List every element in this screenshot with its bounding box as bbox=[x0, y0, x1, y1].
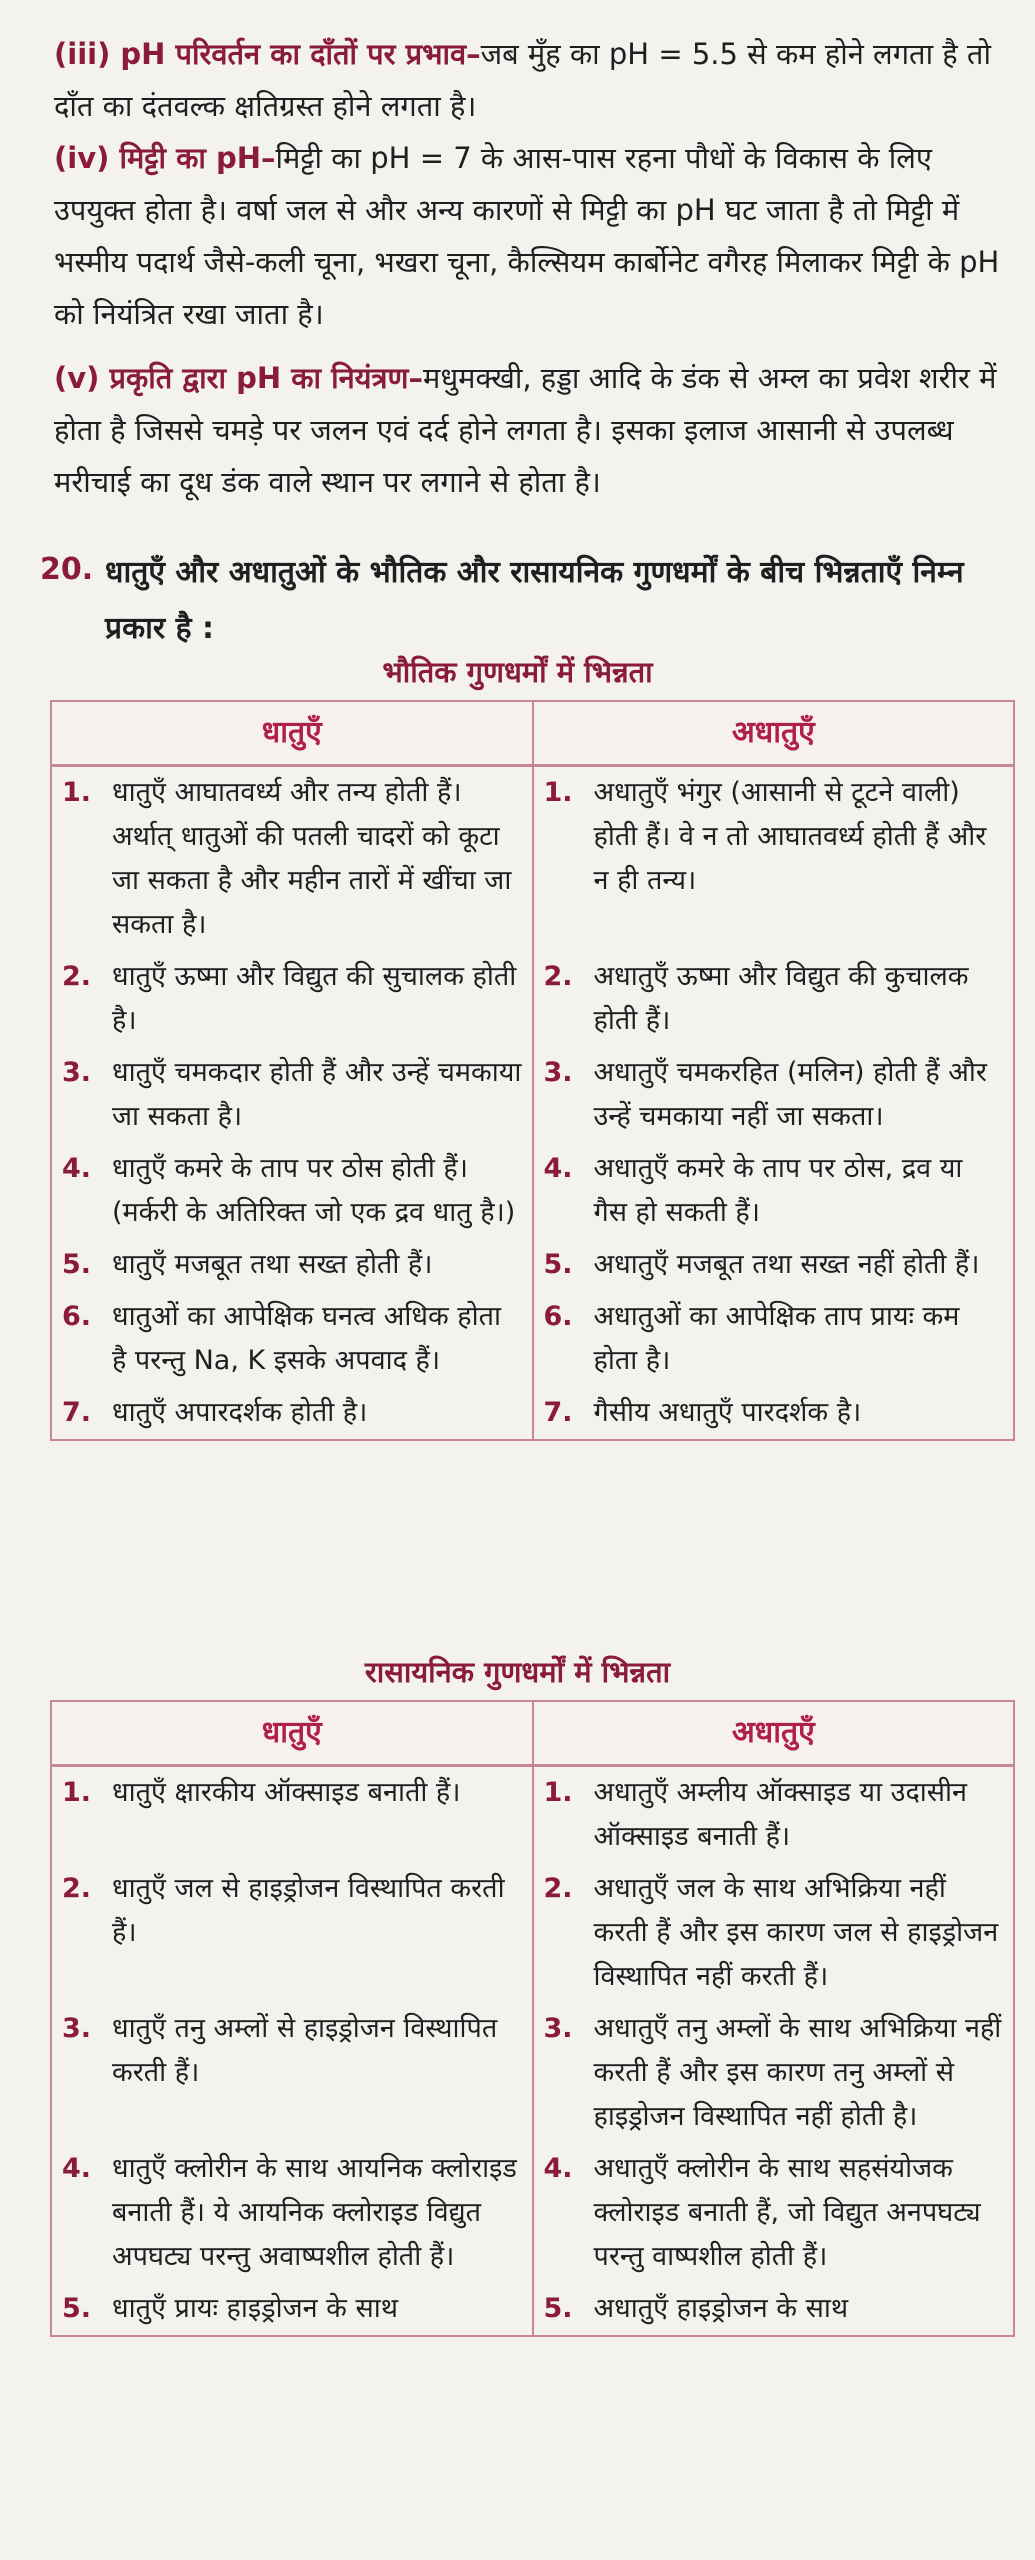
nonmetal-property-cell bbox=[533, 1387, 1015, 1440]
metal-property-item bbox=[62, 955, 522, 1043]
item-number: 2. bbox=[62, 1873, 92, 1904]
item-text: धातुएँ आघातवर्ध्य और तन्य होती हैं। अर्थात् धातुओं की पतली चादरों को कूटा जा सकता है और महीन तारों में खींचा जा सकता है। bbox=[112, 777, 512, 940]
item-text: अधातुएँ मजबूत तथा सख्त नहीं होती हैं। bbox=[593, 1249, 980, 1280]
item-text: अधातुएँ भंगुर (आसानी से टूटने वाली) होती हैं। वे न तो आघातवर्ध्य होती हैं और न ही तन्य। bbox=[593, 777, 987, 896]
table-row bbox=[51, 766, 1014, 952]
table-row bbox=[51, 1239, 1014, 1291]
item-text: धातुओं का आपेक्षिक घनत्व अधिक होता है परन्तु Na, K इसके अपवाद हैं। bbox=[112, 1301, 502, 1376]
nonmetal-property-item bbox=[544, 955, 1004, 1043]
paragraph-soil-ph bbox=[54, 132, 1014, 340]
table-row bbox=[51, 1387, 1014, 1440]
item-number: 1. bbox=[543, 1777, 573, 1808]
metal-property-item bbox=[62, 1771, 522, 1815]
item-number: 5. bbox=[62, 1249, 92, 1280]
nonmetal-property-item bbox=[544, 1771, 1004, 1859]
metal-property-cell bbox=[51, 1143, 533, 1239]
metal-property-cell bbox=[51, 1291, 533, 1387]
item-text: अधातुएँ जल के साथ अभिक्रिया नहीं करती हैं और इस कारण जल से हाइड्रोजन विस्थापित नहीं करती हैं। bbox=[593, 1873, 999, 1992]
nonmetal-property-item bbox=[544, 1243, 1004, 1287]
nonmetal-property-cell bbox=[533, 1766, 1015, 1864]
item-text: धातुएँ क्लोरीन के साथ आयनिक क्लोराइड बनाती हैं। ये आयनिक क्लोराइड विद्युत अपघट्य परन्तु अवाष्पशील होती हैं। bbox=[112, 2153, 517, 2272]
item-text: धातुएँ मजबूत तथा सख्त होती हैं। bbox=[112, 1249, 433, 1280]
chemical-properties-table bbox=[50, 1700, 1015, 2337]
metal-property-cell bbox=[51, 2003, 533, 2143]
metal-property-item bbox=[62, 1243, 522, 1287]
metal-property-cell bbox=[51, 1239, 533, 1291]
nonmetal-property-cell bbox=[533, 1239, 1015, 1291]
column-header-metals: धातुएँ bbox=[51, 701, 533, 766]
item-number: 3. bbox=[543, 1057, 573, 1088]
nonmetal-property-cell bbox=[533, 1291, 1015, 1387]
table-row bbox=[51, 2143, 1014, 2283]
metal-property-item bbox=[62, 1051, 522, 1139]
physical-properties-table bbox=[50, 700, 1015, 1441]
metal-property-cell bbox=[51, 2143, 533, 2283]
nonmetal-property-cell bbox=[533, 1047, 1015, 1143]
metal-property-cell bbox=[51, 1766, 533, 1864]
paragraph-ph-teeth bbox=[54, 28, 1014, 132]
nonmetal-property-item bbox=[544, 1147, 1004, 1235]
table-row bbox=[51, 1766, 1014, 1864]
nonmetal-property-cell bbox=[533, 766, 1015, 952]
nonmetal-property-item bbox=[544, 2007, 1004, 2139]
question-text: धातुएँ और अधातुओं के भौतिक और रासायनिक गुणधर्मों के बीच भिन्नताएँ निम्न प्रकार है : bbox=[105, 555, 964, 646]
item-text: अधातुएँ क्लोरीन के साथ सहसंयोजक क्लोराइड बनाती हैं, जो विद्युत अनपघट्य परन्तु वाष्पशील होती हैं। bbox=[593, 2153, 981, 2272]
metal-property-cell bbox=[51, 766, 533, 952]
item-number: 3. bbox=[62, 2013, 92, 2044]
item-number: 5. bbox=[62, 2293, 92, 2324]
item-text: गैसीय अधातुएँ पारदर्शक है। bbox=[593, 1397, 862, 1428]
item-text: अधातुएँ कमरे के ताप पर ठोस, द्रव या गैस हो सकती हैं। bbox=[593, 1153, 963, 1228]
item-number: 4. bbox=[62, 2153, 92, 2184]
item-text: अधातुएँ ऊष्मा और विद्युत की कुचालक होती हैं। bbox=[593, 961, 969, 1036]
item-text: धातुएँ तनु अम्लों से हाइड्रोजन विस्थापित करती हैं। bbox=[112, 2013, 498, 2088]
item-text: अधातुएँ हाइड्रोजन के साथ bbox=[593, 2293, 849, 2324]
item-number: 7. bbox=[543, 1397, 573, 1428]
paragraph-nature-ph bbox=[54, 352, 1014, 508]
nonmetal-property-item bbox=[544, 1295, 1004, 1383]
paragraph-heading: (iii) pH परिवर्तन का दाँतों पर प्रभाव– bbox=[54, 37, 481, 71]
table-row bbox=[51, 951, 1014, 1047]
paragraph-heading: (iv) मिट्टी का pH– bbox=[54, 141, 276, 175]
item-text: धातुएँ जल से हाइड्रोजन विस्थापित करती हैं। bbox=[112, 1873, 505, 1948]
item-number: 3. bbox=[62, 1057, 92, 1088]
nonmetal-property-item bbox=[544, 771, 1004, 903]
item-text: धातुएँ अपारदर्शक होती है। bbox=[112, 1397, 368, 1428]
metal-property-item bbox=[62, 1391, 522, 1435]
question-number: 20. bbox=[40, 552, 94, 587]
item-number: 3. bbox=[543, 2013, 573, 2044]
table-row bbox=[51, 1291, 1014, 1387]
nonmetal-property-cell bbox=[533, 1863, 1015, 2003]
nonmetal-property-cell bbox=[533, 2283, 1015, 2336]
metal-property-cell bbox=[51, 1047, 533, 1143]
paragraph-text: मधुमक्खी, हड्डा आदि के डंक से अम्ल का प्रवेश शरीर में होता है जिससे चमड़े पर जलन एवं दर्द होने लगता है। इसका इलाज आसानी से उपलब्ध मरीचाई का दूध डंक वाले स्थान पर लगाने से होता है। bbox=[54, 361, 997, 499]
item-text: धातुएँ क्षारकीय ऑक्साइड बनाती हैं। bbox=[112, 1777, 461, 1808]
item-text: धातुएँ ऊष्मा और विद्युत की सुचालक होती है। bbox=[112, 961, 517, 1036]
item-number: 5. bbox=[543, 1249, 573, 1280]
metal-property-item bbox=[62, 1867, 522, 1955]
item-number: 1. bbox=[543, 777, 573, 808]
nonmetal-property-item bbox=[544, 1051, 1004, 1139]
table-row bbox=[51, 1863, 1014, 2003]
nonmetal-property-item bbox=[544, 1867, 1004, 1999]
table-row bbox=[51, 2003, 1014, 2143]
nonmetal-property-cell bbox=[533, 1143, 1015, 1239]
column-header-metals: धातुएँ bbox=[51, 1701, 533, 1766]
item-text: अधातुएँ चमकरहित (मलिन) होती हैं और उन्हें चमकाया नहीं जा सकता। bbox=[593, 1057, 987, 1132]
paragraph-text: मिट्टी का pH = 7 के आस-पास रहना पौधों के विकास के लिए उपयुक्त होता है। वर्षा जल से और अन्य कारणों से मिट्टी का pH घट जाता है तो मिट्टी में भस्मीय पदार्थ जैसे-कली चूना, भखरा चूना, कैल्सियम कार्बोनेट वगैरह मिलाकर मिट्टी के pH को नियंत्रित रखा जाता है। bbox=[54, 141, 1000, 331]
physical-section-title: भौतिक गुणधर्मों में भिन्नता bbox=[382, 655, 653, 689]
table-row bbox=[51, 1143, 1014, 1239]
item-number: 5. bbox=[543, 2293, 573, 2324]
metal-property-item bbox=[62, 771, 522, 947]
item-number: 1. bbox=[62, 1777, 92, 1808]
metal-property-cell bbox=[51, 1863, 533, 2003]
paragraph-text: जब मुँह का pH = 5.5 से कम होने लगता है तो दाँत का दंतवल्क क्षतिग्रस्त होने लगता है। bbox=[54, 37, 991, 123]
nonmetal-property-cell bbox=[533, 951, 1015, 1047]
item-number: 4. bbox=[543, 2153, 573, 2184]
item-text: अधातुओं का आपेक्षिक ताप प्रायः कम होता है। bbox=[593, 1301, 960, 1376]
metal-property-item bbox=[62, 1147, 522, 1235]
nonmetal-property-cell bbox=[533, 2003, 1015, 2143]
column-header-nonmetals: अधातुएँ bbox=[533, 1701, 1015, 1766]
chemical-section-title: रासायनिक गुणधर्मों में भिन्नता bbox=[364, 1655, 671, 1689]
metal-property-item bbox=[62, 2007, 522, 2095]
metal-property-cell bbox=[51, 1387, 533, 1440]
nonmetal-property-cell bbox=[533, 2143, 1015, 2283]
item-number: 2. bbox=[62, 961, 92, 992]
table-row bbox=[51, 1047, 1014, 1143]
item-number: 6. bbox=[62, 1301, 92, 1332]
nonmetal-property-item bbox=[544, 2287, 1004, 2331]
nonmetal-property-item bbox=[544, 1391, 1004, 1435]
item-number: 4. bbox=[543, 1153, 573, 1184]
item-number: 7. bbox=[62, 1397, 92, 1428]
table-row bbox=[51, 2283, 1014, 2336]
item-number: 2. bbox=[543, 1873, 573, 1904]
nonmetal-property-item bbox=[544, 2147, 1004, 2279]
item-number: 6. bbox=[543, 1301, 573, 1332]
metal-property-cell bbox=[51, 2283, 533, 2336]
metal-property-item bbox=[62, 2147, 522, 2279]
item-text: अधातुएँ तनु अम्लों के साथ अभिक्रिया नहीं करती हैं और इस कारण तनु अम्लों से हाइड्रोजन विस्थापित नहीं होती है। bbox=[593, 2013, 1002, 2132]
item-number: 2. bbox=[543, 961, 573, 992]
item-text: धातुएँ कमरे के ताप पर ठोस होती हैं। (मर्करी के अतिरिक्त जो एक द्रव धातु है।) bbox=[112, 1153, 516, 1228]
item-text: अधातुएँ अम्लीय ऑक्साइड या उदासीन ऑक्साइड बनाती हैं। bbox=[593, 1777, 968, 1852]
item-number: 4. bbox=[62, 1153, 92, 1184]
metal-property-cell bbox=[51, 951, 533, 1047]
metal-property-item bbox=[62, 2287, 522, 2331]
item-text: धातुएँ प्रायः हाइड्रोजन के साथ bbox=[112, 2293, 398, 2324]
item-text: धातुएँ चमकदार होती हैं और उन्हें चमकाया जा सकता है। bbox=[112, 1057, 522, 1132]
paragraph-heading: (v) प्रकृति द्वारा pH का नियंत्रण– bbox=[54, 361, 423, 395]
item-number: 1. bbox=[62, 777, 92, 808]
column-header-nonmetals: अधातुएँ bbox=[533, 701, 1015, 766]
metal-property-item bbox=[62, 1295, 522, 1383]
